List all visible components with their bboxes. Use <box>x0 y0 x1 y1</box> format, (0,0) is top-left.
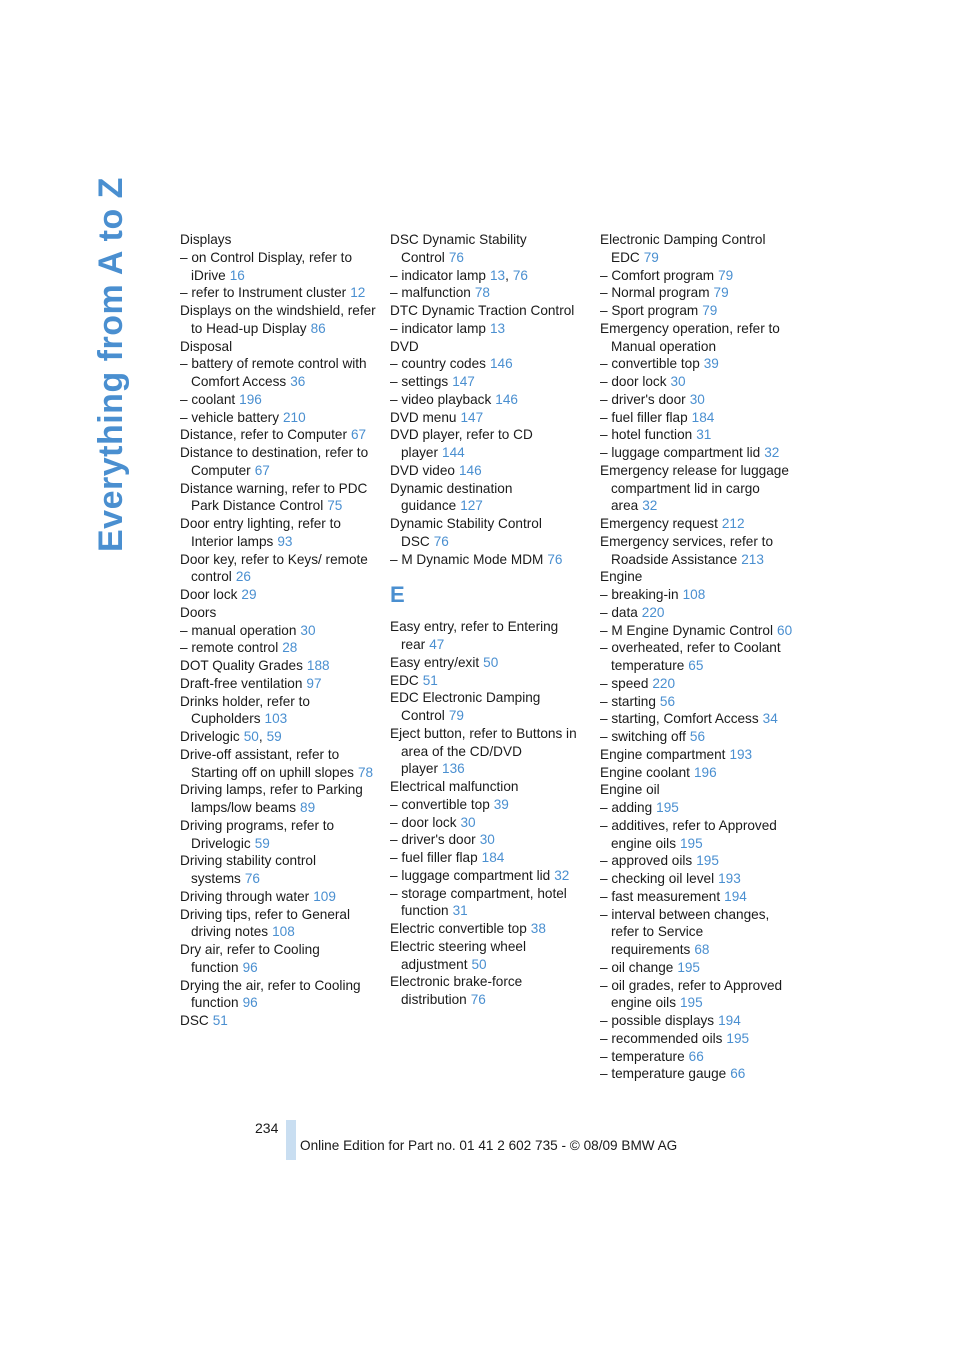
page-reference-link[interactable]: 193 <box>729 746 753 762</box>
page-reference-link[interactable]: 26 <box>235 569 251 585</box>
index-entry <box>600 693 800 711</box>
index-entry <box>180 852 376 888</box>
index-entry-text: – breaking-in <box>600 587 679 602</box>
page-reference-link[interactable]: 78 <box>474 285 490 301</box>
index-entry <box>600 586 800 604</box>
page-reference-link[interactable]: 13 <box>489 320 506 336</box>
index-entry-text: – indicator lamp <box>390 320 486 336</box>
index-entry-text: Driving stability control systems <box>180 853 316 886</box>
index-entry <box>600 675 800 693</box>
index-entry <box>390 302 586 320</box>
page-reference-link[interactable]: 67 <box>254 462 270 478</box>
index-entry-text: – additives, refer to Approved engine oils <box>600 817 777 851</box>
index-entry-text: Drinks holder, refer to Cupholders <box>180 693 310 727</box>
index-entry-text: – door lock <box>600 374 667 389</box>
index-entry <box>600 906 800 959</box>
index-entry <box>600 817 800 853</box>
index-entry-text: – luggage compartment lid <box>390 867 551 883</box>
page-reference-link[interactable]: 32 <box>554 867 570 883</box>
index-entry <box>180 515 376 551</box>
index-entry-text: – starting <box>600 693 656 709</box>
index-entry-text: – refer to Instrument cluster <box>180 285 347 301</box>
index-entry <box>600 1030 800 1048</box>
index-entry-text: Emergency services, refer to Roadside Assistance <box>600 533 774 567</box>
index-entry-text: – settings <box>390 374 449 389</box>
index-entry-text: Driving tips, refer to General driving notes <box>180 906 350 940</box>
index-entry-text: Engine compartment <box>600 746 726 762</box>
index-entry <box>600 409 800 427</box>
page-reference-link[interactable]: 195 <box>726 1030 750 1046</box>
index-entry-text: – manual operation <box>180 622 297 638</box>
page-reference-link[interactable]: 56 <box>659 693 676 709</box>
index-entry <box>600 888 800 906</box>
index-entry-text: – vehicle battery <box>180 409 279 425</box>
index-entry <box>180 817 376 853</box>
index-entry <box>600 799 800 817</box>
page-reference-link[interactable]: 56 <box>689 729 706 744</box>
page-reference-link[interactable]: 30 <box>689 391 705 407</box>
index-entry-text: – fast measurement <box>600 888 721 904</box>
index-entry <box>600 355 800 373</box>
page-reference-link[interactable]: 67 <box>350 427 367 443</box>
index-entry <box>600 639 800 675</box>
index-entry <box>600 320 800 356</box>
index-group-d <box>390 231 586 568</box>
index-entry <box>600 444 800 462</box>
index-entry <box>390 338 586 356</box>
index-entry <box>180 888 376 906</box>
index-entry <box>390 796 586 814</box>
page-reference-link[interactable]: 66 <box>730 1066 746 1082</box>
index-entry <box>390 867 586 885</box>
page-reference-link[interactable]: 103 <box>264 711 288 727</box>
page-reference-link[interactable]: 194 <box>718 1013 741 1028</box>
page-reference-link[interactable]: 108 <box>682 587 706 602</box>
index-entry <box>390 426 586 462</box>
page-reference-link[interactable]: 38 <box>530 921 546 936</box>
page-reference-link[interactable]: 79 <box>702 303 718 318</box>
index-entry-text: Easy entry/exit <box>390 654 480 670</box>
page-reference-link[interactable]: 16 <box>229 267 245 283</box>
index-entry <box>390 480 586 516</box>
index-entry <box>600 604 800 622</box>
index-entry <box>180 746 376 782</box>
index-entry <box>390 618 586 654</box>
page-reference-link[interactable]: 195 <box>680 835 703 851</box>
index-entry-text: Distance warning, refer to PDC Park Distance Control <box>180 480 368 514</box>
index-entry-text: Drive-off assistant, refer to Starting off on uphill slopes <box>180 746 354 780</box>
page-reference-link[interactable]: 32 <box>642 498 658 514</box>
index-entry <box>390 831 586 849</box>
page-reference-link[interactable]: 66 <box>688 1048 704 1064</box>
index-entry-text: Electric convertible top <box>390 921 527 936</box>
page-reference-link[interactable]: 39 <box>493 796 509 812</box>
footer-text: Online Edition for Part no. 01 41 2 602 735 - © 08/09 BMW AG <box>300 1138 678 1153</box>
index-entry-text: Driving lamps, refer to Parking lamps/low beams <box>180 782 363 815</box>
index-entry-text: DOT Quality Grades <box>180 658 303 673</box>
page-reference-link[interactable]: 51 <box>212 1013 228 1028</box>
index-entry-text: – fuel filler flap <box>390 850 478 865</box>
index-entry <box>390 462 586 480</box>
index-entry <box>180 231 376 249</box>
index-entry-text: Easy entry, refer to Entering rear <box>390 619 559 652</box>
page-reference-link[interactable]: 65 <box>688 658 704 673</box>
index-entry-text: – temperature <box>600 1048 685 1064</box>
page-reference-link[interactable]: 146 <box>458 462 482 478</box>
page-reference-link[interactable]: 195 <box>677 959 700 975</box>
index-entry-text: EDC Electronic Damping Control <box>390 690 541 723</box>
index-entry <box>390 551 586 569</box>
index-entry <box>600 977 800 1013</box>
index-entry-text: DSC Dynamic Stability Control <box>390 232 527 265</box>
index-entry <box>390 231 586 267</box>
index-entry-text: – possible displays <box>600 1013 715 1028</box>
index-entry-text: – interval between changes, refer to Service requirements <box>600 906 770 957</box>
page-reference-link[interactable]: 146 <box>489 356 513 372</box>
index-entry-text: – country codes <box>390 356 486 372</box>
index-group-e <box>390 618 586 1009</box>
page-reference-link[interactable]: 210 <box>283 409 306 425</box>
index-entry-text: – Normal program <box>600 285 710 301</box>
index-entry <box>600 1065 800 1083</box>
page-reference-link[interactable]: 30 <box>670 374 686 389</box>
page-reference-link[interactable]: 51 <box>422 672 438 688</box>
index-column-3 <box>600 231 800 1083</box>
page-reference-link[interactable]: 76 <box>512 267 528 283</box>
page-reference-link[interactable]: 50 <box>483 654 499 670</box>
index-entry-text: – driver's door <box>390 832 476 848</box>
index-entry-text: Eject button, refer to Buttons in area of the CD/DVD player <box>390 725 577 777</box>
index-entry-text: DVD player, refer to CD player <box>390 427 533 460</box>
index-entry <box>600 781 800 799</box>
index-entry-text: Electronic Damping Control EDC <box>600 232 766 265</box>
page-reference-link[interactable]: 30 <box>300 622 316 638</box>
page-reference-link[interactable]: 136 <box>442 761 465 777</box>
page-reference-link[interactable]: 144 <box>442 445 465 460</box>
index-entry-text: – door lock <box>390 814 457 830</box>
index-entry-text: – indicator lamp <box>390 267 486 283</box>
page-reference-link[interactable]: 195 <box>656 800 679 815</box>
index-entry <box>600 728 800 746</box>
index-entry <box>180 977 376 1013</box>
index-entry <box>600 959 800 977</box>
index-entry-text: – driver's door <box>600 391 686 407</box>
index-entry-text: – approved oils <box>600 853 693 869</box>
page-reference-link[interactable]: 76 <box>448 249 464 265</box>
index-entry <box>600 515 800 533</box>
page-reference-link[interactable]: 34 <box>762 711 778 727</box>
page-reference-link[interactable]: 79 <box>448 708 464 723</box>
index-entry <box>180 781 376 817</box>
index-entry-text: Dry air, refer to Cooling function <box>180 942 320 975</box>
index-entry-text: – on Control Display, refer to iDrive <box>180 249 353 283</box>
page-reference-link[interactable]: 79 <box>718 267 734 283</box>
index-entry-text: – speed <box>600 675 649 691</box>
index-column-1 <box>180 231 376 1030</box>
index-entry-text: Engine oil <box>600 782 660 798</box>
page-reference-link[interactable]: 146 <box>495 391 518 407</box>
page-reference-link[interactable]: 30 <box>460 814 476 830</box>
index-entry-text: Dynamic Stability Control DSC <box>390 516 542 549</box>
page-reference-link[interactable]: 220 <box>652 675 676 691</box>
page-reference-link[interactable]: 97 <box>306 675 322 691</box>
index-entry-text: – malfunction <box>390 285 471 301</box>
page-reference-link[interactable]: 47 <box>429 637 445 652</box>
index-entry <box>600 568 800 586</box>
index-entry-text: – Sport program <box>600 303 699 318</box>
index-entry-text: – temperature gauge <box>600 1066 727 1082</box>
index-entry <box>600 302 800 320</box>
index-entry-text: – oil grades, refer to Approved engine oils <box>600 977 783 1011</box>
page-reference-link[interactable]: 93 <box>277 533 293 549</box>
index-entry <box>180 639 376 657</box>
index-entry-text: DVD video <box>390 462 455 478</box>
index-entry <box>600 373 800 391</box>
index-entry <box>180 657 376 675</box>
page-reference-link[interactable]: 78 <box>357 764 374 780</box>
index-entry <box>180 444 376 480</box>
index-entry <box>390 409 586 427</box>
section-letter: E <box>390 582 405 608</box>
index-entry-text: Engine <box>600 569 643 585</box>
index-entry-text: Displays on the windshield, refer to Head-up Display <box>180 303 376 336</box>
index-entry-text: – Comfort program <box>600 267 715 283</box>
index-entry <box>180 302 376 338</box>
index-entry-text: – luggage compartment lid <box>600 445 761 460</box>
index-entry <box>180 622 376 640</box>
index-entry <box>180 1012 376 1030</box>
index-entry-text: Driving programs, refer to Drivelogic <box>180 817 335 851</box>
page-reference-link[interactable]: 59 <box>254 835 270 851</box>
index-entry-text: – oil change <box>600 959 674 975</box>
index-entry-text: DTC Dynamic Traction Control <box>390 303 575 318</box>
index-entry-text: – hotel function <box>600 427 693 443</box>
page-reference-link[interactable]: 196 <box>239 391 262 407</box>
index-entry <box>600 746 800 764</box>
index-entry-text: DVD <box>390 338 419 354</box>
page-reference-link[interactable]: 96 <box>242 995 258 1011</box>
page-reference-link[interactable]: 127 <box>460 498 483 514</box>
index-entry-text: – M Engine Dynamic Control <box>600 622 774 638</box>
index-entry-text: Engine coolant <box>600 764 690 780</box>
index-entry <box>390 885 586 921</box>
index-entry <box>600 231 800 267</box>
page-reference-link[interactable]: 50 <box>471 956 487 972</box>
page-reference-link[interactable]: 13 <box>489 267 506 283</box>
index-entry <box>390 515 586 551</box>
index-entry <box>180 586 376 604</box>
page-reference-link[interactable]: 75 <box>327 498 343 514</box>
page-reference-link[interactable]: 79 <box>643 249 659 265</box>
page-reference-link[interactable]: 147 <box>460 409 484 425</box>
index-entry <box>180 426 376 444</box>
index-entry <box>390 973 586 1009</box>
index-entry-text: – storage compartment, hotel function <box>390 885 567 919</box>
page-reference-link[interactable]: 147 <box>452 374 475 389</box>
page-reference-link[interactable]: 76 <box>470 992 486 1007</box>
index-entry-text: – fuel filler flap <box>600 409 688 425</box>
index-entry <box>390 920 586 938</box>
index-entry <box>390 284 586 302</box>
index-entry <box>390 725 586 778</box>
page-reference-link[interactable]: 50 <box>243 729 259 744</box>
index-entry <box>600 533 800 569</box>
page-number: 234 <box>255 1120 279 1136</box>
index-entry-text: Electric steering wheel adjustment <box>390 938 526 972</box>
page-reference-link[interactable]: 194 <box>724 888 747 904</box>
index-entry-text: – battery of remote control with Comfort Access <box>180 356 367 389</box>
page-reference-link[interactable]: 212 <box>721 516 745 531</box>
page-reference-link[interactable]: 36 <box>290 374 306 389</box>
index-entry <box>600 391 800 409</box>
index-entry <box>180 409 376 427</box>
index-entry-text: EDC <box>390 672 419 688</box>
index-entry <box>600 710 800 728</box>
page-reference-link[interactable]: 28 <box>282 640 298 656</box>
index-entry <box>180 355 376 391</box>
index-entry <box>600 267 800 285</box>
index-entry-text: DVD menu <box>390 409 457 425</box>
index-entry <box>390 938 586 974</box>
index-entry-text: Drying the air, refer to Cooling function <box>180 977 361 1011</box>
index-entry-text: Dynamic destination guidance <box>390 480 513 514</box>
page-reference-link[interactable]: 96 <box>242 959 258 975</box>
page-reference-link[interactable]: 30 <box>479 832 495 848</box>
index-entry-text: – checking oil level <box>600 871 715 886</box>
index-entry-text: DSC <box>180 1013 209 1028</box>
page-reference-link[interactable]: 59 <box>266 729 282 744</box>
page-reference-link[interactable]: 184 <box>481 850 505 865</box>
index-entry-text: – coolant <box>180 391 236 407</box>
page-reference-link[interactable]: 195 <box>696 853 719 869</box>
index-entry <box>180 941 376 977</box>
index-entry <box>390 373 586 391</box>
index-entry-text: – starting, Comfort Access <box>600 711 759 727</box>
index-entry <box>600 462 800 515</box>
index-entry-text: Disposal <box>180 338 233 354</box>
index-entry-text: – video playback <box>390 391 492 407</box>
index-entry-text: – M Dynamic Mode MDM <box>390 551 544 567</box>
index-entry <box>600 1048 800 1066</box>
page-reference-link[interactable]: 196 <box>693 764 717 780</box>
index-entry-text: – convertible top <box>600 356 700 372</box>
page-reference-link[interactable]: 109 <box>313 888 336 904</box>
index-entry <box>600 1012 800 1030</box>
index-entry-text: Draft-free ventilation <box>180 675 303 691</box>
index-entry-text: Emergency release for luggage compartment lid in cargo area <box>600 462 789 514</box>
index-entry-text: – data <box>600 604 638 620</box>
index-entry-text: Doors <box>180 604 217 620</box>
index-entry: Drivelogic 50, 59 <box>180 729 282 744</box>
index-entry-text: – overheated, refer to Coolant temperature <box>600 640 781 673</box>
index-entry-text: Distance to destination, refer to Computer <box>180 445 369 478</box>
index-entry <box>600 852 800 870</box>
page-reference-link[interactable]: 184 <box>691 409 715 425</box>
index-entry-text: Drivelogic <box>180 729 240 744</box>
page-reference-link[interactable]: 193 <box>718 871 741 886</box>
index-entry-text: Electronic brake-force distribution <box>390 974 523 1007</box>
index-entry <box>180 391 376 409</box>
index-entry <box>600 284 800 302</box>
page-reference-link[interactable]: 31 <box>452 903 468 919</box>
index-entry <box>390 849 586 867</box>
index-entry-text: Distance, refer to Computer <box>180 427 347 443</box>
index-entry-text: Emergency request <box>600 516 718 531</box>
index-entry <box>180 480 376 516</box>
index-entry <box>390 320 586 338</box>
index-entry <box>390 778 586 796</box>
index-entry-text: Driving through water <box>180 888 310 904</box>
index-entry <box>600 622 800 640</box>
index-entry <box>180 249 376 285</box>
index-entry <box>390 391 586 409</box>
index-entry-text: Electrical malfunction <box>390 779 519 794</box>
index-entry <box>180 551 376 587</box>
page-reference-link[interactable]: 220 <box>641 604 665 620</box>
page-reference-link[interactable]: 86 <box>310 320 326 336</box>
page-reference-link[interactable]: 195 <box>680 995 703 1011</box>
side-title: Everything from A to Z <box>92 177 130 552</box>
index-entry <box>600 870 800 888</box>
page-reference-link[interactable]: 79 <box>713 285 729 301</box>
page-reference-link[interactable]: 76 <box>433 533 449 549</box>
index-entry <box>390 814 586 832</box>
index-entry <box>390 355 586 373</box>
page-reference-link[interactable]: 29 <box>241 587 257 602</box>
index-entry <box>390 689 586 725</box>
page-reference-link[interactable]: 31 <box>696 427 712 443</box>
page-reference-link[interactable]: 68 <box>694 942 710 957</box>
page-reference-link[interactable]: 213 <box>741 551 764 567</box>
index-column-2 <box>390 231 586 1009</box>
index-entry <box>390 654 586 672</box>
index-entry <box>180 693 376 729</box>
index-entry-text: Door key, refer to Keys/ remote control <box>180 551 368 585</box>
index-entry-text: Displays <box>180 232 232 247</box>
index-entry-text: – convertible top <box>390 796 490 812</box>
page-reference-link[interactable]: 76 <box>244 871 260 886</box>
index-entry-text: Emergency operation, refer to Manual operation <box>600 320 780 354</box>
index-entry: – indicator lamp 13, 76 <box>390 267 528 283</box>
index-entry-text: – remote control <box>180 640 279 656</box>
page-reference-link[interactable]: 76 <box>547 551 563 567</box>
page-reference-link[interactable]: 188 <box>306 658 330 673</box>
page-reference-link[interactable]: 32 <box>764 445 780 460</box>
page-reference-link[interactable]: 60 <box>777 622 793 638</box>
index-entry-text: – recommended oils <box>600 1030 723 1046</box>
index-entry <box>180 338 376 356</box>
index-entry <box>600 764 800 782</box>
index-entry-text: – adding <box>600 800 653 815</box>
index-entry-text: Door entry lighting, refer to Interior lamps <box>180 516 341 549</box>
index-entry <box>180 284 376 302</box>
page-reference-link[interactable]: 12 <box>350 285 366 301</box>
index-entry-text: – switching off <box>600 729 686 744</box>
index-entry <box>180 604 376 622</box>
index-entry <box>180 675 376 693</box>
index-entry <box>180 906 376 942</box>
footer-bar <box>286 1120 296 1160</box>
index-entry <box>600 426 800 444</box>
page-reference-link[interactable]: 108 <box>272 924 295 940</box>
page-reference-link[interactable]: 39 <box>703 356 719 372</box>
index-entry <box>390 672 586 690</box>
page-reference-link[interactable]: 89 <box>300 800 316 815</box>
index-entry-text: Door lock <box>180 587 238 602</box>
